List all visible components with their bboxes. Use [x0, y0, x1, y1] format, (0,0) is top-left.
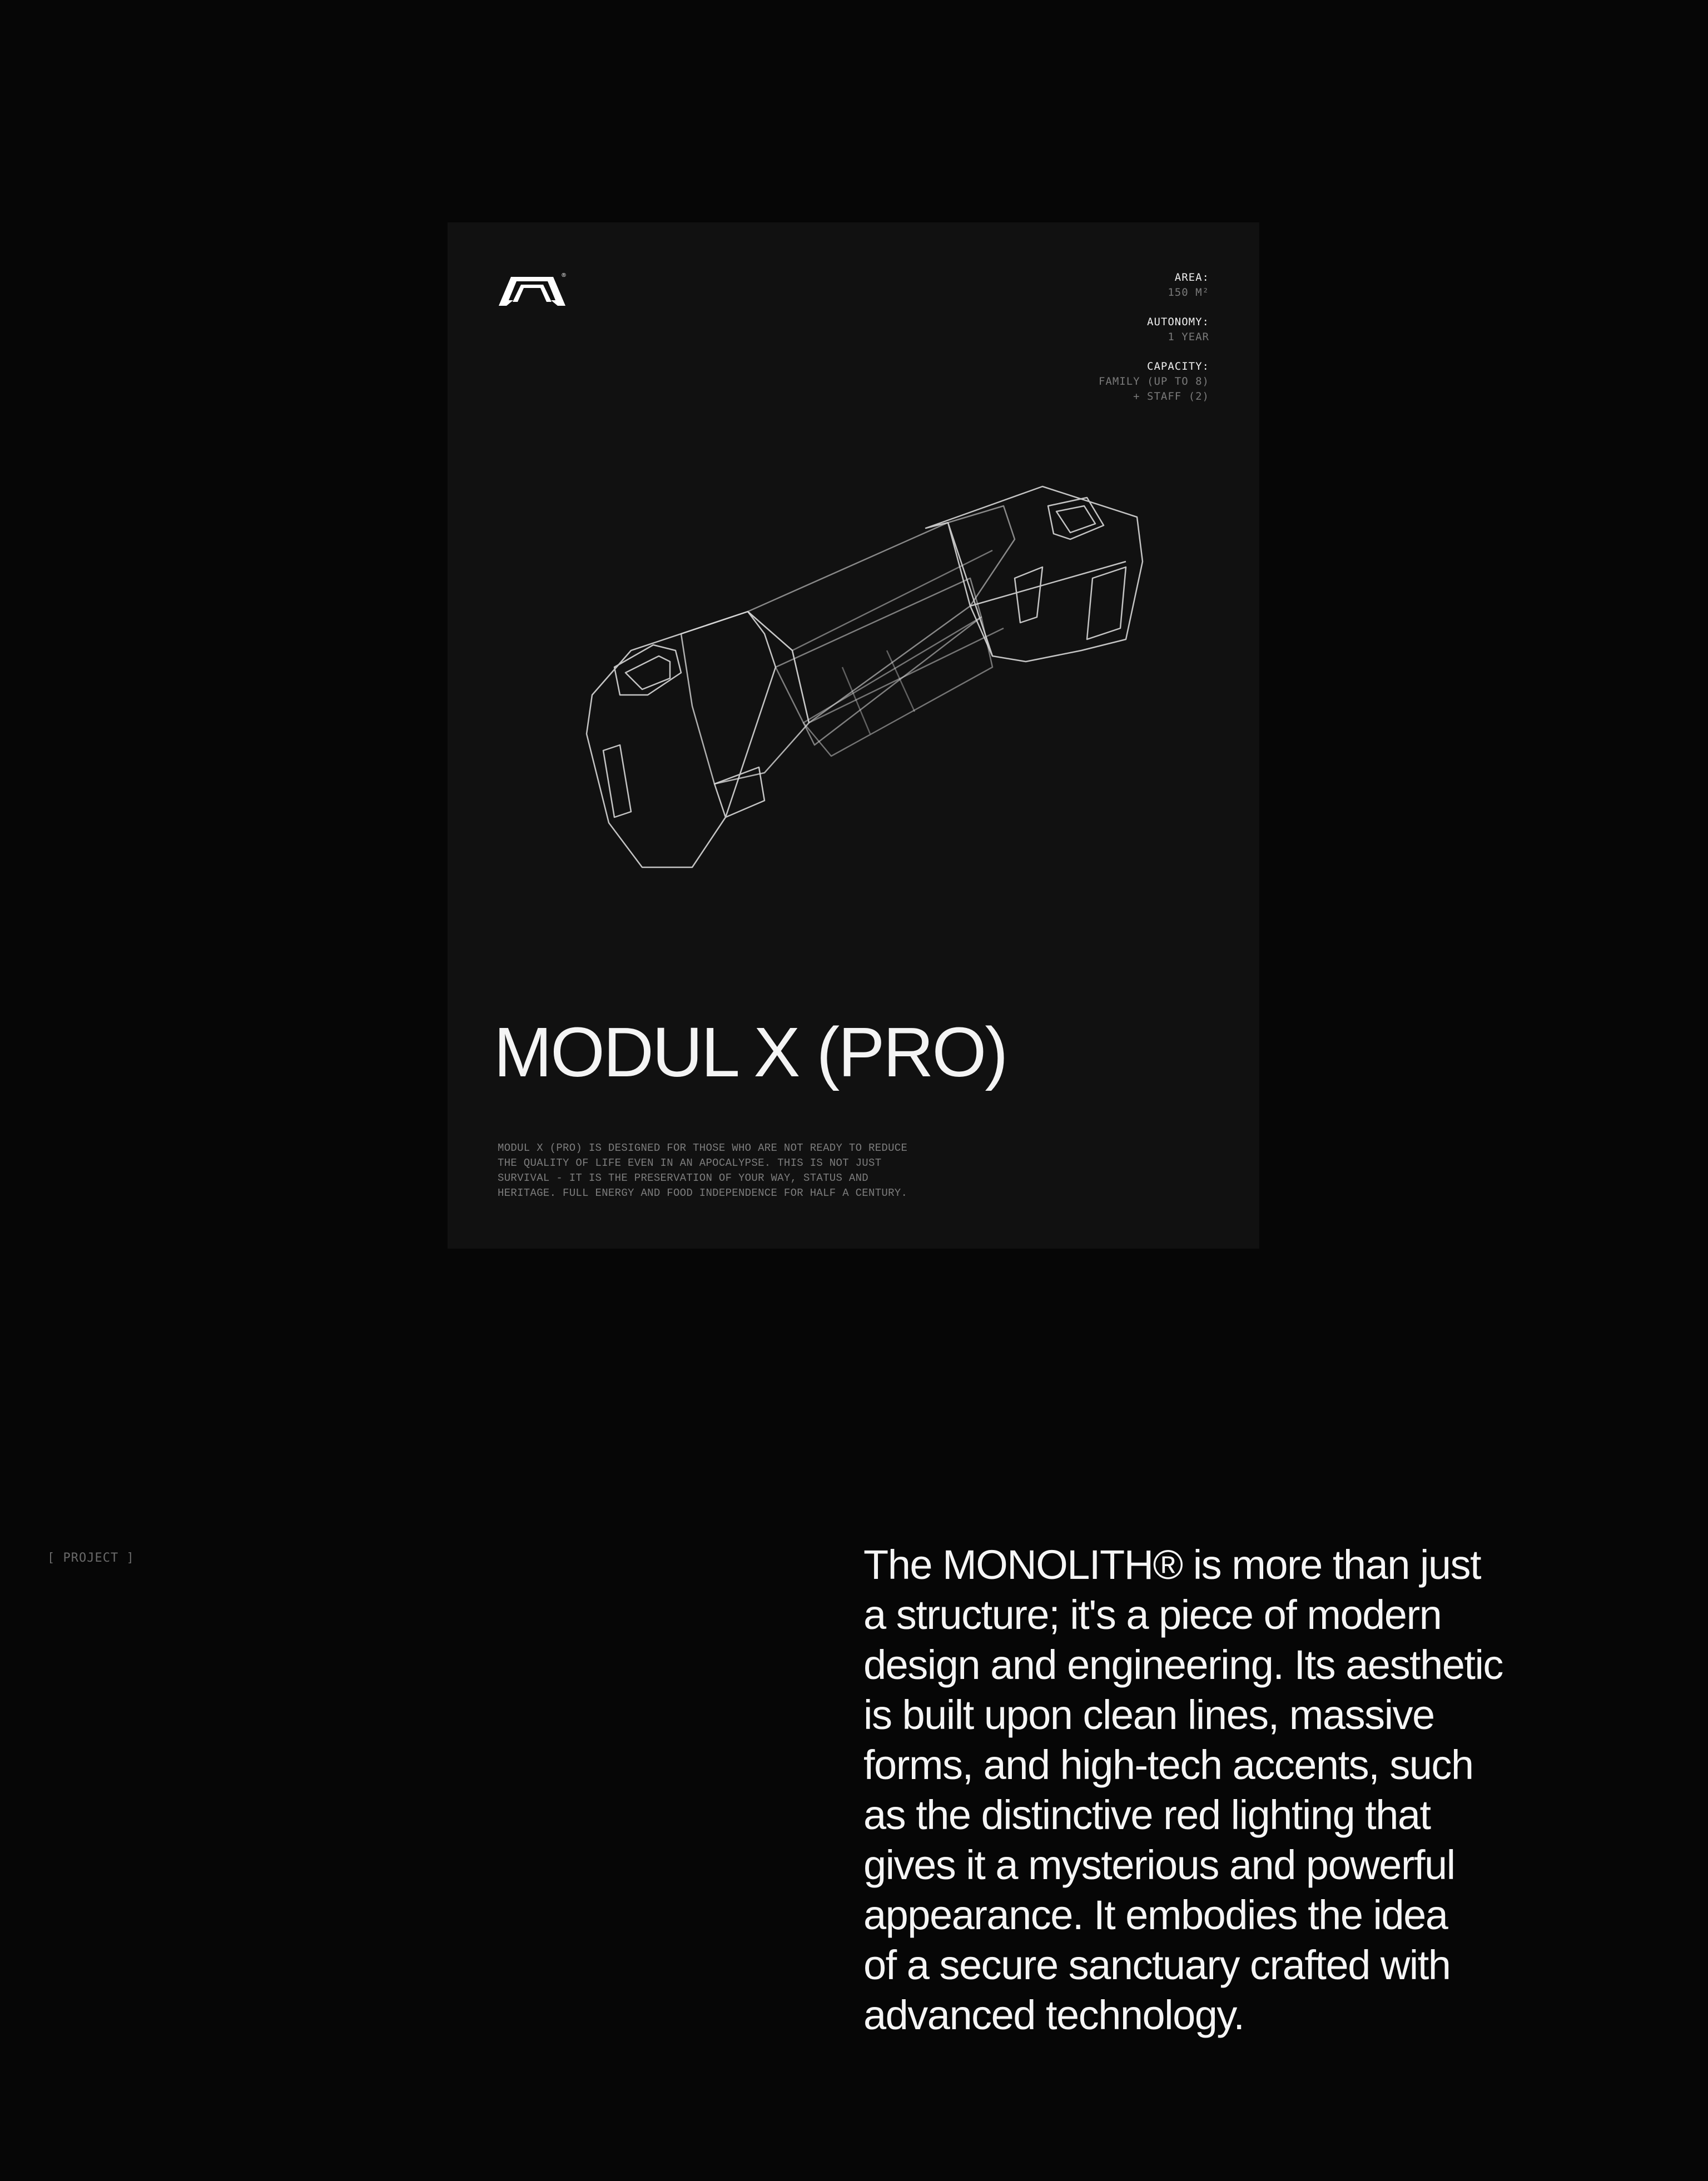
- paragraph-line: design and engineering. Its aesthetic: [863, 1642, 1503, 1688]
- spec-capacity: [1099, 359, 1209, 404]
- spec-autonomy: [1099, 315, 1209, 345]
- description-line: SURVIVAL - IT IS THE PRESERVATION OF YOUR WAY, STATUS AND: [498, 1172, 869, 1184]
- spec-area: [1099, 270, 1209, 300]
- spec-value: 1 YEAR: [1168, 331, 1209, 343]
- paragraph-line: advanced technology.: [863, 1992, 1244, 2038]
- description-line: MODUL X (PRO) IS DESIGNED FOR THOSE WHO ARE NOT READY TO REDUCE: [498, 1142, 908, 1154]
- paragraph-line: gives it a mysterious and powerful: [863, 1842, 1455, 1888]
- paragraph-line: forms, and high-tech accents, such: [863, 1742, 1473, 1788]
- spec-value: FAMILY (UP TO 8) + STAFF (2): [1098, 375, 1209, 403]
- registered-mark: ®: [561, 272, 567, 279]
- product-description: [498, 1141, 976, 1201]
- paragraph-line: of a secure sanctuary crafted with: [863, 1942, 1451, 1988]
- product-title: MODUL X (PRO): [494, 1013, 1007, 1091]
- description-line: THE QUALITY OF LIFE EVEN IN AN APOCALYPSE. THIS IS NOT JUST: [498, 1157, 882, 1169]
- spec-label: AREA:: [1174, 271, 1209, 284]
- paragraph-line: appearance. It embodies the idea: [863, 1892, 1448, 1938]
- description-line: HERITAGE. FULL ENERGY AND FOOD INDEPENDENCE FOR HALF A CENTURY.: [498, 1187, 908, 1199]
- wireframe-module-illustration: [581, 484, 1148, 878]
- paragraph-line: as the distinctive red lighting that: [863, 1792, 1431, 1838]
- project-paragraph: [863, 1540, 1503, 2040]
- paragraph-line: a structure; it's a piece of modern: [863, 1592, 1442, 1638]
- product-card: [448, 222, 1259, 1249]
- monolith-logo-icon: [499, 271, 568, 310]
- paragraph-line: is built upon clean lines, massive: [863, 1692, 1434, 1738]
- section-label: [ PROJECT ]: [47, 1551, 135, 1565]
- spec-list: [1099, 270, 1209, 419]
- spec-label: CAPACITY:: [1147, 360, 1209, 372]
- spec-label: AUTONOMY:: [1147, 316, 1209, 328]
- paragraph-line: The MONOLITH® is more than just: [863, 1542, 1481, 1588]
- spec-value: 150 M²: [1168, 286, 1209, 299]
